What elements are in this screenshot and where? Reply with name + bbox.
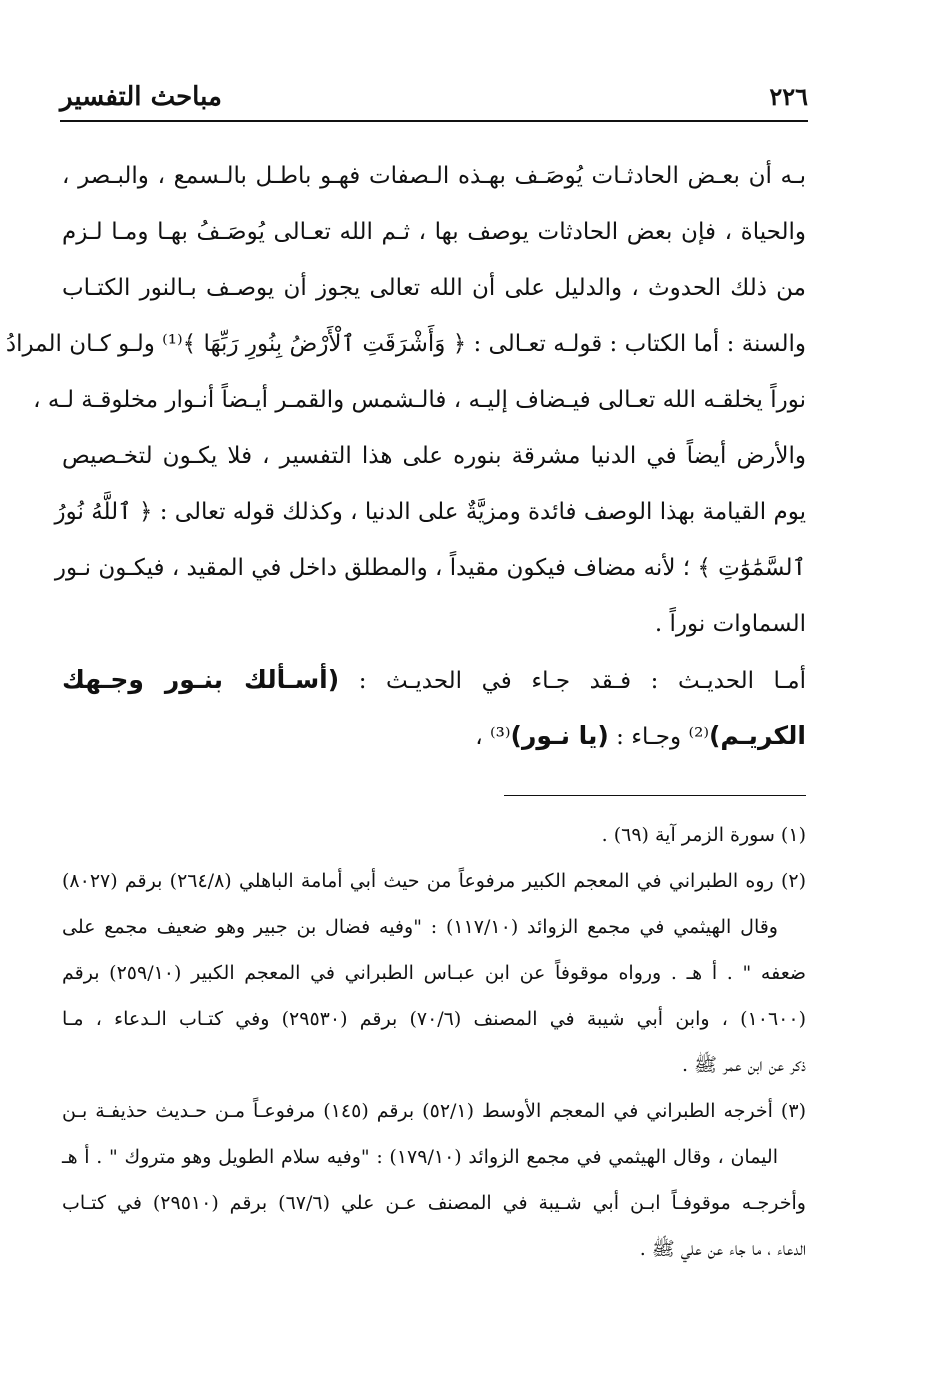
body-line: ٱلسَّمَٰوَٰتِ ﴾ ؛ لأنه مضاف فيكون مقيداً ، والمطلق داخل في المقيد ، فيكـون نـور <box>54 555 806 581</box>
footnote-line: وأخرجـه موقوفـاً ابـن أبي شـيبة في المصنف عـن علي (٦٧/٦) برقم (٢٩٥١٠) في كتـاب <box>62 1192 806 1214</box>
footnote-line: الدعاء ، ما جاء عن علي ﷺ . <box>639 1238 806 1260</box>
footnote-line: ضعفه " . أ هـ . ورواه موقوفاً عن ابن عبـاس الطبراني في المعجم الكبير (٢٥٩/١٠) برقم <box>62 962 806 984</box>
header-rule <box>60 120 808 122</box>
footnote-line: وقال الهيثمي في مجمع الزوائد (١١٧/١٠) : "وفيه فضال بن جبير وهو ضعيف مجمع على <box>62 916 778 938</box>
footnote-line: (١) سورة الزمر آية (٦٩) . <box>601 824 806 846</box>
footnote-line: (١٠٦٠٠) ، وابن أبي شيبة في المصنف (٧٠/٦) برقم (٢٩٥٣٠) وفي كتـاب الـدعاء ، مـا <box>62 1008 806 1030</box>
body-line: السماوات نوراً . <box>654 611 806 637</box>
hadith-quote: الكريـم) <box>708 721 806 750</box>
hadith-line <box>62 708 806 764</box>
running-head <box>60 78 808 118</box>
hadith-quote: (يا نـور) <box>510 721 609 750</box>
main-text <box>5 148 806 764</box>
body-line: والأرض أيضاً في الدنيا مشرقة بنوره على هذا التفسير ، فلا يكـون لتخـصيص <box>62 443 806 469</box>
line-end-punctuation: ، <box>475 724 490 750</box>
footnote-separator <box>504 795 806 796</box>
footnote-mark: ⁽³⁾ <box>489 724 511 750</box>
footnote-line: (٢) روه الطبراني في المعجم الكبير مرفوعاً من حيث أبي أمامة الباهلي (٢٦٤/٨) برقم (٨٠٢٧) <box>62 870 806 892</box>
body-line: والسنة : أما الكتاب : قولـه تعـالى : ﴿ وَأَشْرَقَتِ ٱلْأَرْضُ بِنُورِ رَبِّهَا ﴾⁽¹⁾ ولـو كـان المرادُ <box>5 331 806 357</box>
footnotes <box>62 812 806 1272</box>
footnote-line: ذكر عن ابن عمر ﷺ . <box>681 1054 806 1076</box>
footnote-line: اليمان ، وقال الهيثمي في مجمع الزوائد (١٧٩/١٠) : "وفيه سلام الطويل وهو متروك " . أ هـ <box>62 1146 778 1168</box>
footnote-mark: ⁽²⁾ <box>688 724 709 750</box>
hadith-quote: (أسـألك بنـور وجـهك <box>62 665 340 694</box>
hadith-intro: أمـا الحديـث : فـقد جـاء في الحديـث : <box>358 668 806 694</box>
header-title: مباحث التفسير <box>60 82 222 112</box>
body-line: نوراً يخلقـه الله تعـالى فيـضاف إليـه ، فالـشمس والقمـر أيـضاً أنـوار مخلوقـة لـه ، <box>33 387 806 413</box>
page-number: ٢٢٦ <box>769 82 808 111</box>
body-line: يوم القيامة بهذا الوصف فائدة ومزيَّةٌ على الدنيا ، وكذلك قوله تعالى : ﴿ ٱللَّهُ نُورُ <box>54 499 806 525</box>
body-line: من ذلك الحدوث ، والدليل على أن الله تعالى يجوز أن يوصـف بـالنور الكتـاب <box>62 275 806 301</box>
body-line: والحياة ، فإن بعض الحادثات يوصف بها ، ثـم الله تعـالى يُوصَـفُ بهـا ومـا لـزم <box>62 219 806 245</box>
body-line: بـه أن بعـض الحادثـات يُوصَـف بهـذه الـصفات فهـو باطـل بالـسمع ، والبـصر ، <box>62 163 806 189</box>
hadith-connector: وجـاء : <box>608 724 689 750</box>
footnote-line: (٣) أخرجه الطبراني في المعجم الأوسط (٥٢/١) برقم (١٤٥) مرفوعـاً مـن حـديث حذيفـة بـن <box>62 1100 806 1122</box>
hadith-line <box>62 652 806 708</box>
